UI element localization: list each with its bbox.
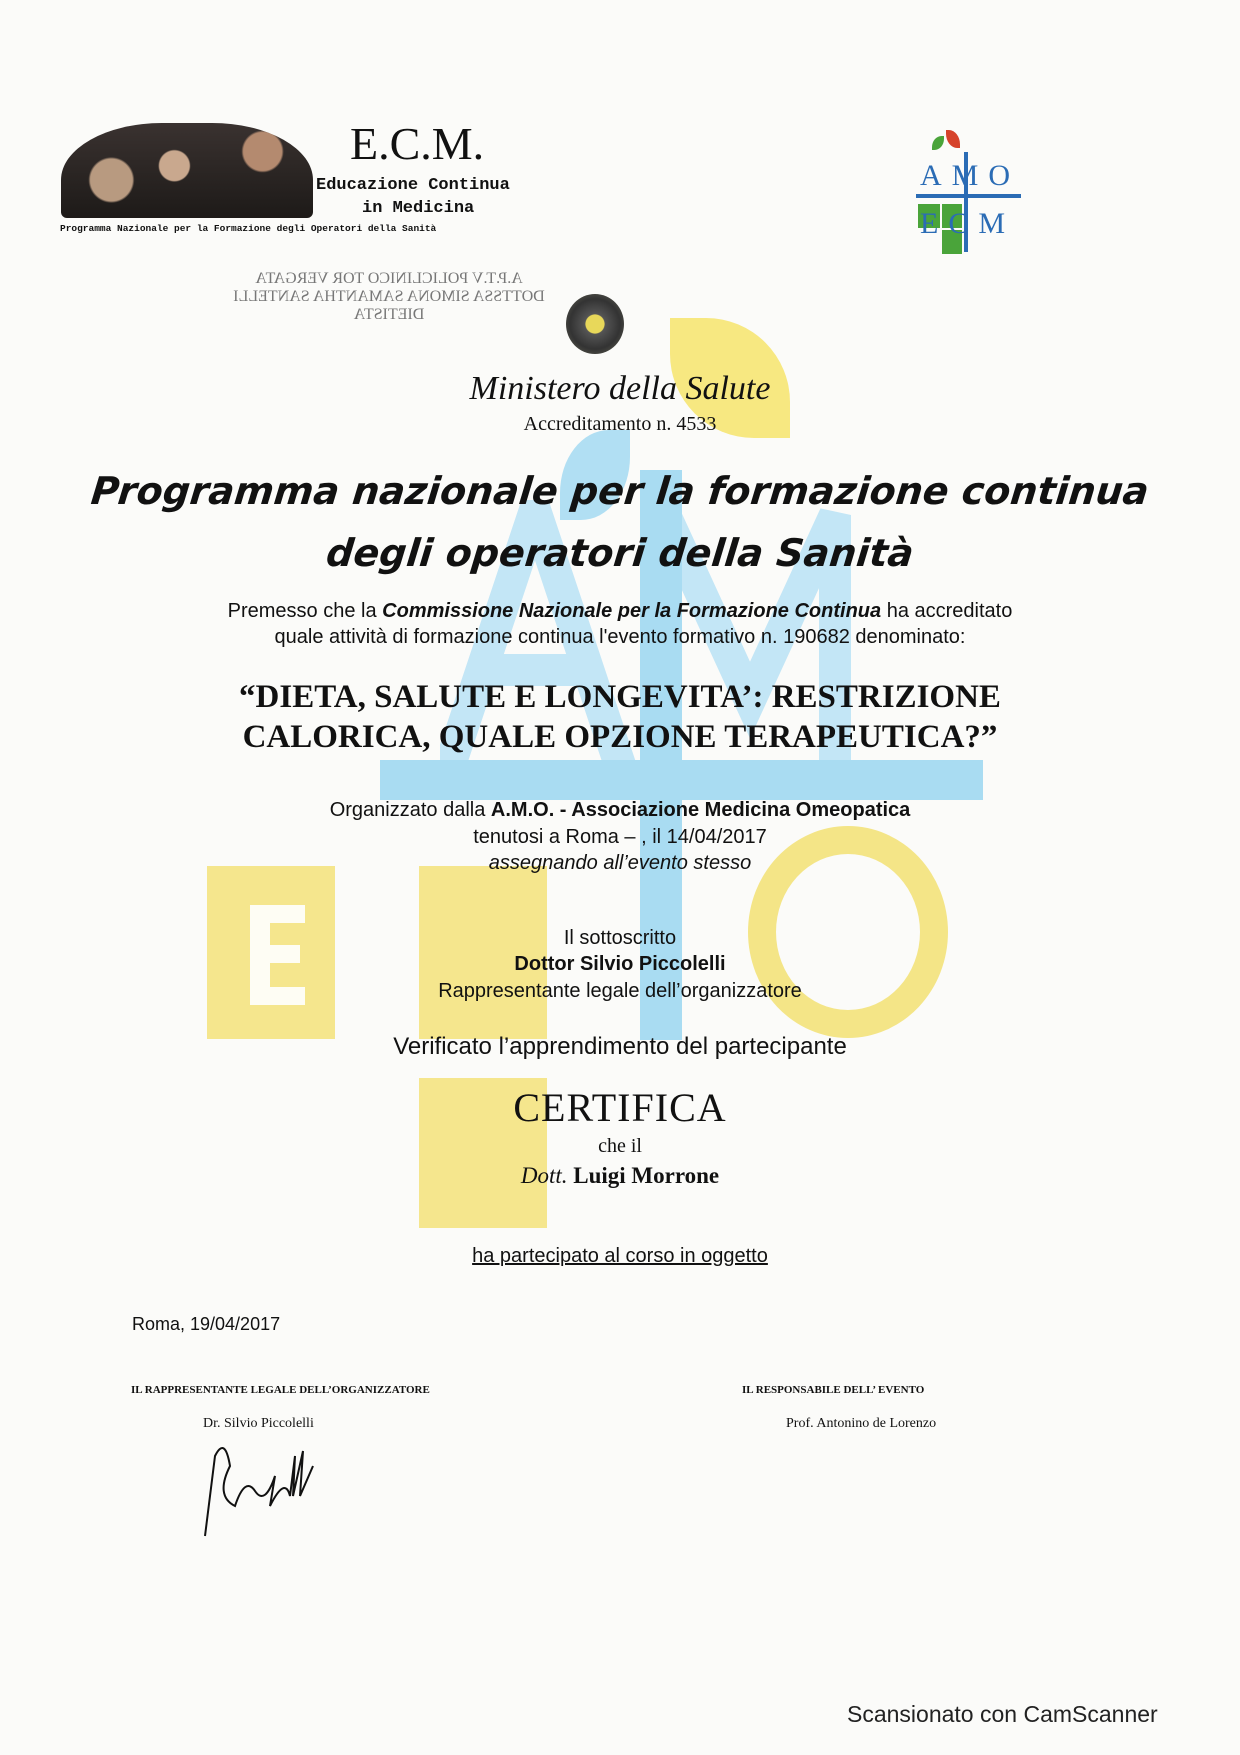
- signatory-name: Dottor Silvio Piccolelli: [514, 953, 726, 975]
- participant-line: Dott. Luigi Morrone: [520, 1163, 720, 1188]
- handwritten-signature: [195, 1436, 365, 1546]
- program-title-line2: degli operatori della Sanità: [324, 531, 916, 575]
- event-title-line2: CALORICA, QUALE OPZIONE TERAPEUTICA?”: [242, 719, 998, 755]
- left-signature-name: Dr. Silvio Piccolelli: [203, 1416, 314, 1431]
- accreditation-number: Accreditamento n. 4533: [523, 413, 717, 435]
- ecm-subtitle-2: in Medicina: [362, 199, 475, 218]
- left-signature-label: IL RAPPRESENTANTE LEGALE DELL’ORGANIZZATORE: [131, 1384, 430, 1396]
- ecm-tagline: Programma Nazionale per la Formazione degli Operatori della Sanità: [60, 223, 437, 234]
- certify-heading: CERTIFICA: [513, 1085, 727, 1130]
- camscanner-watermark: Scansionato con CamScanner: [847, 1701, 1158, 1727]
- amo-ecm-logo: [916, 128, 1026, 258]
- right-signature-name: Prof. Antonino de Lorenzo: [786, 1416, 937, 1431]
- event-title-line1: “DIETA, SALUTE E LONGEVITA’: RESTRIZIONE: [239, 679, 1001, 715]
- participation-statement: ha partecipato al corso in oggetto: [472, 1245, 768, 1267]
- ecm-subtitle-1: Educazione Continua: [316, 176, 510, 195]
- ecm-logo-image: [61, 123, 313, 218]
- signatory-intro: Il sottoscritto: [563, 927, 677, 949]
- place-date: Roma, 19/04/2017: [132, 1314, 281, 1334]
- signatory-role: Rappresentante legale dell’organizzatore: [438, 980, 802, 1002]
- che-il: che il: [598, 1135, 642, 1157]
- right-signature-label: IL RESPONSABILE DELL’ EVENTO: [742, 1384, 925, 1396]
- rubber-stamp: A.P.T.V POLICLINICO TOR VERGATA DOTTSSA SIMONA SAMANTHA SANTELLI DIETISTA: [233, 270, 545, 323]
- intro-paragraph-line2: quale attività di formazione continua l'evento formativo n. 190682 denominato:: [274, 626, 966, 648]
- event-date: tenutosi a Roma – , il 14/04/2017: [473, 826, 767, 848]
- intro-paragraph-line1: Premesso che la Commissione Nazionale per la Formazione Continua ha accreditato: [227, 600, 1013, 622]
- organizer-line: Organizzato dalla A.M.O. - Associazione Medicina Omeopatica: [329, 799, 911, 821]
- verification-line: Verificato l’apprendimento del partecipante: [393, 1033, 847, 1060]
- ecm-title: E.C.M.: [350, 118, 485, 169]
- program-title-line1: Programma nazionale per la formazione continua: [89, 469, 1151, 513]
- assigning-line: assegnando all’evento stesso: [488, 852, 752, 874]
- ministry-name: Ministero della Salute: [469, 370, 771, 407]
- amo-logo-text: AMO ECM: [920, 159, 1021, 240]
- italian-republic-emblem: [566, 294, 624, 354]
